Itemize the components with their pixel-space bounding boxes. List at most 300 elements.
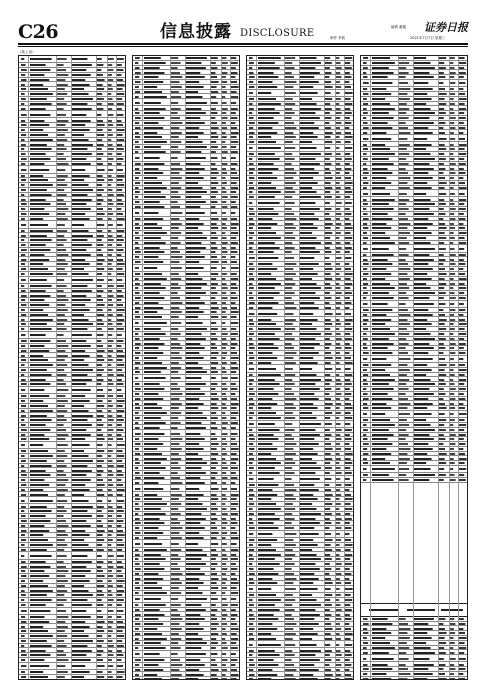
table-cell (336, 568, 340, 570)
table-cell (108, 74, 112, 76)
table-cell (345, 196, 350, 198)
table-cell (325, 187, 332, 189)
table-cell (450, 112, 455, 114)
table-cell (439, 187, 445, 189)
table-cell (439, 309, 443, 311)
table-cell (30, 671, 43, 673)
table-cell (57, 263, 68, 265)
table-cell (57, 424, 64, 426)
table-cell (363, 398, 369, 400)
table-cell (300, 232, 312, 234)
table-cell (135, 362, 140, 364)
table-cell (258, 633, 271, 635)
table-cell (399, 443, 408, 445)
table-cell (30, 489, 43, 491)
table-cell (439, 57, 446, 59)
table-cell (345, 383, 352, 385)
table-cell (57, 506, 64, 508)
table-cell (21, 334, 26, 336)
table-cell (21, 148, 24, 150)
table-cell (30, 400, 43, 402)
table-cell (97, 580, 103, 582)
table-cell (222, 653, 226, 655)
table-cell (336, 297, 340, 299)
table-cell (285, 81, 296, 83)
table-cell (171, 462, 178, 464)
table-cell (325, 297, 331, 299)
table-cell (450, 122, 454, 124)
table-cell (72, 599, 87, 601)
table-cell (211, 573, 217, 575)
table-cell (439, 393, 445, 395)
table-cell (285, 478, 292, 480)
table-cell (186, 102, 207, 104)
table-cell (21, 389, 25, 391)
table-cell (399, 314, 410, 316)
table-cell (108, 194, 114, 196)
table-cell (258, 297, 274, 299)
table-cell (325, 472, 330, 474)
table-cell (97, 309, 103, 311)
table-cell (372, 148, 390, 150)
table-cell (300, 103, 317, 105)
table-cell (231, 146, 236, 148)
table-cell (249, 438, 255, 440)
table-cell (399, 273, 407, 275)
table-cell (30, 465, 52, 467)
table-cell (414, 323, 432, 325)
table-cell (300, 237, 317, 239)
table-cell (258, 347, 278, 349)
table-cell (30, 590, 53, 592)
table-cell (258, 558, 275, 560)
table-cell (171, 242, 181, 244)
table-cell (300, 417, 317, 419)
table-cell (325, 674, 333, 676)
table-cell (186, 558, 201, 560)
table-cell (345, 357, 351, 359)
table-cell (372, 153, 395, 155)
table-cell (399, 479, 409, 481)
table-cell (186, 371, 207, 373)
table-cell (144, 458, 167, 460)
table-cell (439, 88, 445, 90)
table-cell (21, 515, 26, 517)
table-cell (258, 539, 277, 541)
table-cell (439, 218, 443, 220)
table-cell (57, 616, 68, 618)
table-cell (186, 191, 207, 193)
table-cell (325, 478, 331, 480)
table-cell (57, 594, 64, 596)
table-cell (21, 139, 25, 141)
table-cell (117, 244, 122, 246)
table-cell (211, 127, 219, 129)
table-cell (363, 333, 367, 335)
table-cell (30, 74, 44, 76)
table-cell (211, 472, 217, 474)
table-cell (186, 283, 207, 285)
table-cell (57, 84, 68, 86)
table-cell (135, 267, 139, 269)
table-cell (325, 347, 329, 349)
table-cell (345, 582, 351, 584)
table-cell (57, 88, 65, 90)
table-cell (345, 644, 352, 646)
table-row (19, 608, 125, 615)
table-cell (117, 450, 123, 452)
table-row (19, 497, 125, 504)
table-cell (144, 218, 163, 220)
table-cell (21, 561, 26, 563)
table-cell (144, 91, 162, 93)
table-cell (117, 415, 122, 417)
table-cell (325, 539, 333, 541)
table-cell (171, 191, 178, 193)
table-cell (108, 93, 111, 95)
table-cell (57, 534, 68, 536)
table-cell (186, 122, 205, 124)
table-cell (57, 69, 66, 71)
table-cell (117, 328, 124, 330)
table-cell (171, 328, 178, 330)
table-cell (249, 112, 252, 114)
table-cell (97, 103, 102, 105)
table-cell (222, 151, 228, 153)
table-cell (285, 513, 292, 515)
table-cell (30, 630, 48, 632)
table-cell (186, 587, 198, 589)
table-cell (399, 668, 408, 670)
table-cell (222, 568, 227, 570)
table-cell (336, 628, 341, 630)
table-cell (117, 369, 122, 371)
table-cell (300, 86, 313, 88)
table-cell (300, 323, 312, 325)
table-cell (372, 419, 390, 421)
table-cell (450, 352, 455, 354)
table-cell (171, 227, 179, 229)
table-cell (30, 438, 49, 440)
subheader-text (407, 609, 435, 611)
table-cell (30, 249, 50, 251)
table-cell (30, 79, 49, 81)
table-cell (171, 604, 181, 606)
table-cell (459, 358, 463, 360)
table-cell (211, 91, 218, 93)
table-cell (300, 544, 318, 546)
table-cell (97, 515, 103, 517)
table-cell (300, 659, 320, 661)
table-cell (135, 488, 140, 490)
table-cell (108, 520, 113, 522)
table-cell (249, 588, 253, 590)
table-cell (285, 554, 295, 556)
table-cell (186, 151, 201, 153)
table-cell (108, 114, 113, 116)
table-cell (108, 129, 112, 131)
table-cell (325, 163, 331, 165)
table-cell (30, 434, 44, 436)
table-cell (439, 369, 445, 371)
table-cell (21, 494, 26, 496)
table-cell (325, 527, 329, 529)
table-cell (325, 494, 333, 496)
table-cell (186, 72, 200, 74)
table-cell (231, 117, 237, 119)
table-row (133, 154, 239, 161)
table-cell (57, 429, 66, 431)
table-cell (108, 455, 111, 457)
table-row (247, 90, 353, 97)
table-cell (97, 98, 104, 100)
table-cell (285, 153, 292, 155)
table-cell (249, 333, 254, 335)
table-cell (258, 654, 280, 656)
table-cell (258, 527, 278, 529)
table-cell (345, 508, 352, 510)
table-cell (459, 132, 463, 134)
table-cell (285, 313, 293, 315)
table-row (247, 476, 353, 483)
table-cell (186, 453, 198, 455)
table-cell (222, 664, 226, 666)
table-cell (450, 319, 455, 321)
table-cell (439, 242, 444, 244)
table-cell (325, 136, 331, 138)
table-cell (249, 208, 254, 210)
table-cell (325, 388, 331, 390)
table-cell (186, 573, 205, 575)
table-cell (300, 458, 312, 460)
table-cell (222, 311, 226, 313)
table-row (19, 387, 125, 394)
table-cell (345, 467, 350, 469)
table-cell (144, 102, 161, 104)
table-cell (222, 443, 227, 445)
table-cell (211, 554, 218, 556)
table-cell (97, 108, 103, 110)
table-cell (30, 194, 52, 196)
table-cell (249, 558, 254, 560)
table-cell (363, 208, 366, 210)
table-cell (57, 340, 66, 342)
table-cell (222, 283, 227, 285)
table-cell (336, 650, 341, 652)
table-cell (222, 108, 228, 110)
table-cell (57, 434, 68, 436)
table-cell (108, 561, 112, 563)
table-cell (285, 558, 292, 560)
table-cell (72, 194, 87, 196)
table-cell (363, 112, 368, 114)
table-cell (135, 67, 140, 69)
table-cell (459, 138, 465, 140)
table-cell (108, 590, 111, 592)
table-cell (258, 563, 280, 565)
table-cell (249, 522, 254, 524)
table-cell (211, 256, 217, 258)
table-cell (144, 371, 161, 373)
table-cell (285, 257, 294, 259)
table-cell (414, 132, 433, 134)
table-cell (57, 199, 64, 201)
table-cell (285, 362, 296, 364)
table-cell (399, 103, 407, 105)
table-cell (439, 292, 446, 294)
table-cell (336, 247, 342, 249)
table-cell (30, 555, 52, 557)
table-cell (72, 124, 85, 126)
table-cell (186, 278, 203, 280)
table-cell (325, 76, 329, 78)
table-cell (345, 177, 351, 179)
table-cell (222, 563, 226, 565)
table-cell (135, 642, 140, 644)
table-cell (325, 237, 330, 239)
table-cell (30, 144, 47, 146)
table-cell (439, 664, 445, 666)
table-cell (450, 177, 454, 179)
table-cell (450, 57, 455, 59)
table-cell (186, 532, 199, 534)
table-cell (117, 235, 122, 237)
table-cell (30, 148, 52, 150)
table-cell (171, 554, 178, 556)
table-cell (117, 654, 123, 656)
table-cell (144, 482, 158, 484)
table-cell (186, 403, 204, 405)
table-cell (325, 462, 330, 464)
table-cell (21, 108, 26, 110)
table-cell (285, 247, 295, 249)
table-cell (21, 566, 27, 568)
table-cell (108, 650, 112, 652)
table-cell (372, 263, 392, 265)
table-cell (249, 568, 254, 570)
table-cell (57, 460, 64, 462)
table-cell (231, 578, 237, 580)
table-cell (108, 273, 111, 275)
table-cell (414, 127, 428, 129)
table-cell (97, 676, 104, 678)
table-cell (186, 669, 199, 671)
table-cell (363, 429, 368, 431)
table-cell (372, 413, 385, 415)
table-cell (135, 172, 140, 174)
table-cell (414, 429, 435, 431)
table-cell (211, 81, 219, 83)
table-cell (325, 467, 332, 469)
table-cell (439, 328, 446, 330)
table-cell (372, 254, 394, 256)
table-cell (21, 405, 26, 407)
table-cell (336, 417, 339, 419)
table-cell (450, 283, 455, 285)
table-cell (285, 136, 296, 138)
table-cell (211, 362, 218, 364)
table-cell (108, 395, 113, 397)
table-cell (135, 146, 140, 148)
table-cell (108, 555, 114, 557)
table-cell (336, 273, 340, 275)
table-cell (108, 374, 114, 376)
table-cell (135, 623, 140, 625)
table-cell (450, 292, 455, 294)
table-cell (345, 103, 352, 105)
table-cell (171, 297, 180, 299)
table-cell (285, 92, 296, 94)
table-cell (345, 328, 352, 330)
table-cell (459, 283, 465, 285)
table-cell (285, 218, 296, 220)
table-cell (171, 549, 181, 551)
table-cell (72, 290, 92, 292)
table-cell (325, 508, 330, 510)
table-cell (144, 433, 164, 435)
table-cell (399, 309, 408, 311)
table-cell (72, 299, 91, 301)
table-cell (117, 580, 125, 582)
table-cell (336, 127, 340, 129)
table-cell (450, 148, 455, 150)
table-cell (144, 498, 162, 500)
table-cell (135, 678, 140, 680)
table-cell (186, 218, 199, 220)
table-cell (21, 395, 26, 397)
table-cell (439, 647, 444, 649)
table-cell (285, 539, 293, 541)
table-cell (30, 635, 53, 637)
table-cell (249, 338, 252, 340)
table-cell (117, 585, 123, 587)
table-cell (258, 132, 277, 134)
table-cell (144, 201, 160, 203)
table-cell (57, 561, 64, 563)
table-cell (144, 674, 157, 676)
table-cell (300, 594, 312, 596)
table-cell (459, 98, 467, 100)
table-cell (345, 191, 352, 193)
table-cell (399, 112, 406, 114)
table-cell (144, 333, 166, 335)
table-cell (21, 163, 25, 165)
table-cell (186, 112, 206, 114)
table-cell (117, 263, 125, 265)
table-cell (21, 539, 26, 541)
table-cell (97, 218, 103, 220)
table-cell (21, 350, 26, 352)
table-cell (300, 297, 320, 299)
table-cell (108, 139, 111, 141)
table-cell (372, 358, 386, 360)
table-cell (336, 503, 341, 505)
table-cell (363, 673, 367, 675)
table-cell (336, 407, 340, 409)
table-cell (285, 644, 295, 646)
table-cell (459, 112, 464, 114)
table-cell (258, 223, 277, 225)
table-cell (117, 434, 121, 436)
table-cell (372, 434, 394, 436)
table-cell (57, 470, 64, 472)
table-cell (108, 410, 111, 412)
table-cell (258, 467, 275, 469)
table-cell (186, 618, 205, 620)
table-cell (108, 539, 113, 541)
table-cell (231, 187, 238, 189)
table-cell (186, 157, 206, 159)
